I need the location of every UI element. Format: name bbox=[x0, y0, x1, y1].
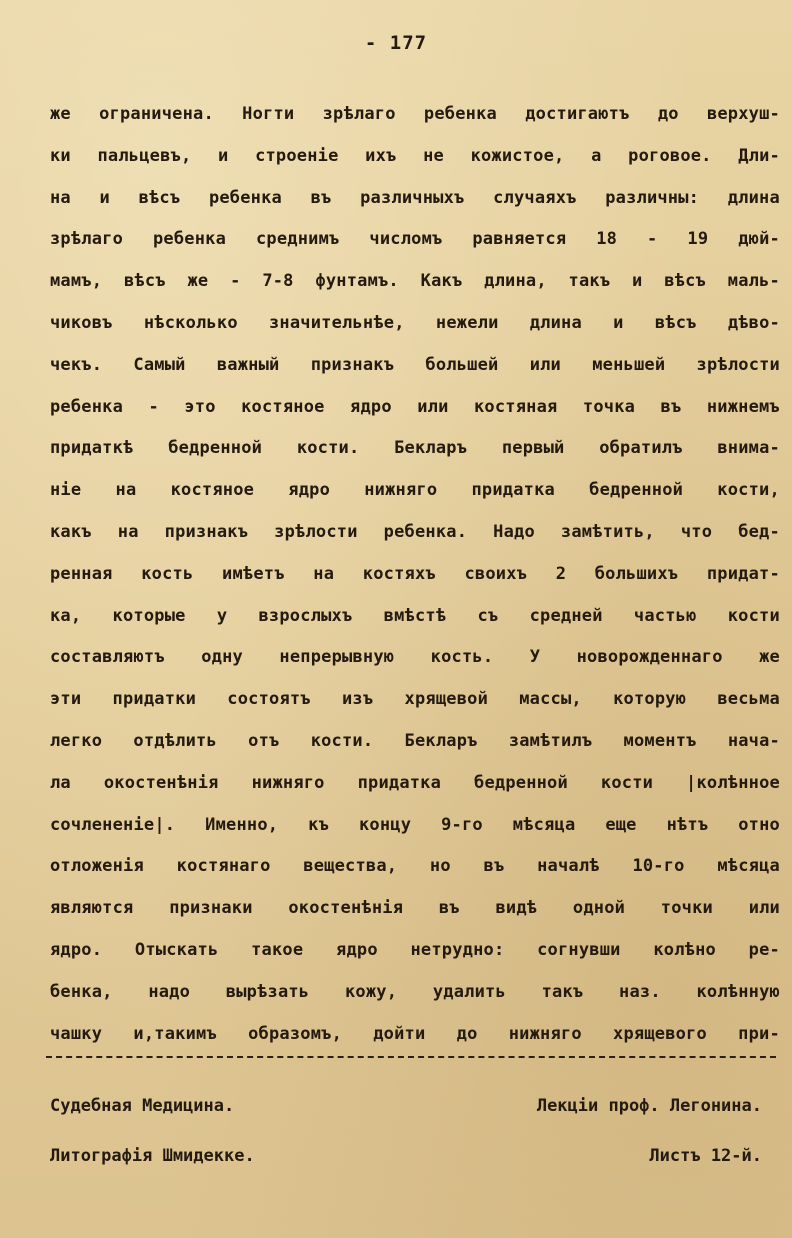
text-line: чиковъ нѣсколько значительнѣе, нежели длина и вѣсъ дѣво- bbox=[50, 312, 780, 333]
text-line: ренная кость имѣетъ на костяхъ своихъ 2 большихъ придат- bbox=[50, 563, 780, 584]
text-line: придаткѣ бедренной кости. Бекларъ первый обратилъ внима- bbox=[50, 438, 780, 459]
separator-rule bbox=[46, 1056, 776, 1058]
text-line: ки пальцевъ, и строеніе ихъ не кожистое, а роговое. Дли- bbox=[50, 145, 780, 166]
footer-printer: Литографія Шмидекке. bbox=[50, 1146, 255, 1166]
text-line: эти придатки состоятъ изъ хрящевой массы, которую весьма bbox=[50, 689, 780, 710]
text-line: чекъ. Самый важный признакъ большей или меньшей зрѣлости bbox=[50, 354, 780, 375]
text-line: зрѣлаго ребенка среднимъ числомъ равняется 18 - 19 дюй- bbox=[50, 229, 780, 250]
text-line: бенка, надо вырѣзать кожу, удалить такъ наз. колѣнную bbox=[50, 981, 780, 1002]
text-line: чашку и,такимъ образомъ, дойти до нижняго хрящевого при- bbox=[50, 1023, 780, 1044]
text-line: ребенка - это костяное ядро или костяная точка въ нижнемъ bbox=[50, 396, 780, 417]
text-line: мамъ, вѣсъ же - 7-8 фунтамъ. Какъ длина, такъ и вѣсъ маль- bbox=[50, 271, 780, 292]
text-line: ядро. Отыскать такое ядро нетрудно: согнувши колѣно ре- bbox=[50, 939, 780, 960]
text-line: ніе на костяное ядро нижняго придатка бедренной кости, bbox=[50, 480, 780, 501]
footer-lecturer: Лекціи проф. Легонина. bbox=[536, 1096, 762, 1116]
page-number: - 177 bbox=[364, 32, 428, 54]
text-line: отложенія костянаго вещества, но въ началѣ 10-го мѣсяца bbox=[50, 856, 780, 877]
text-line: являются признаки окостенѣнія въ видѣ одной точки или bbox=[50, 898, 780, 919]
footer-row-1 bbox=[50, 1096, 762, 1116]
text-line: какъ на признакъ зрѣлости ребенка. Надо замѣтить, что бед- bbox=[50, 521, 780, 542]
text-line: составляютъ одну непрерывную кость. У новорожденнаго же bbox=[50, 647, 780, 668]
text-line: сочлененіе|. Именно, къ концу 9-го мѣсяца еще нѣтъ отно bbox=[50, 814, 780, 835]
text-line: же ограничена. Ногти зрѣлаго ребенка достигаютъ до верхуш- bbox=[50, 104, 780, 124]
body-text bbox=[50, 94, 780, 1055]
footer-sheet-number: Листъ 12-й. bbox=[649, 1146, 762, 1166]
footer-course-title: Судебная Медицина. bbox=[50, 1096, 235, 1116]
text-line: легко отдѣлить отъ кости. Бекларъ замѣтилъ моментъ нача- bbox=[50, 730, 780, 751]
text-line: ла окостенѣнія нижняго придатка бедренной кости |колѣнное bbox=[50, 772, 780, 793]
text-line: на и вѣсъ ребенка въ различныхъ случаяхъ различны: длина bbox=[50, 187, 780, 208]
text-line: ка, которые у взрослыхъ вмѣстѣ съ средней частью кости bbox=[50, 605, 780, 626]
footer-row-2 bbox=[50, 1146, 762, 1166]
